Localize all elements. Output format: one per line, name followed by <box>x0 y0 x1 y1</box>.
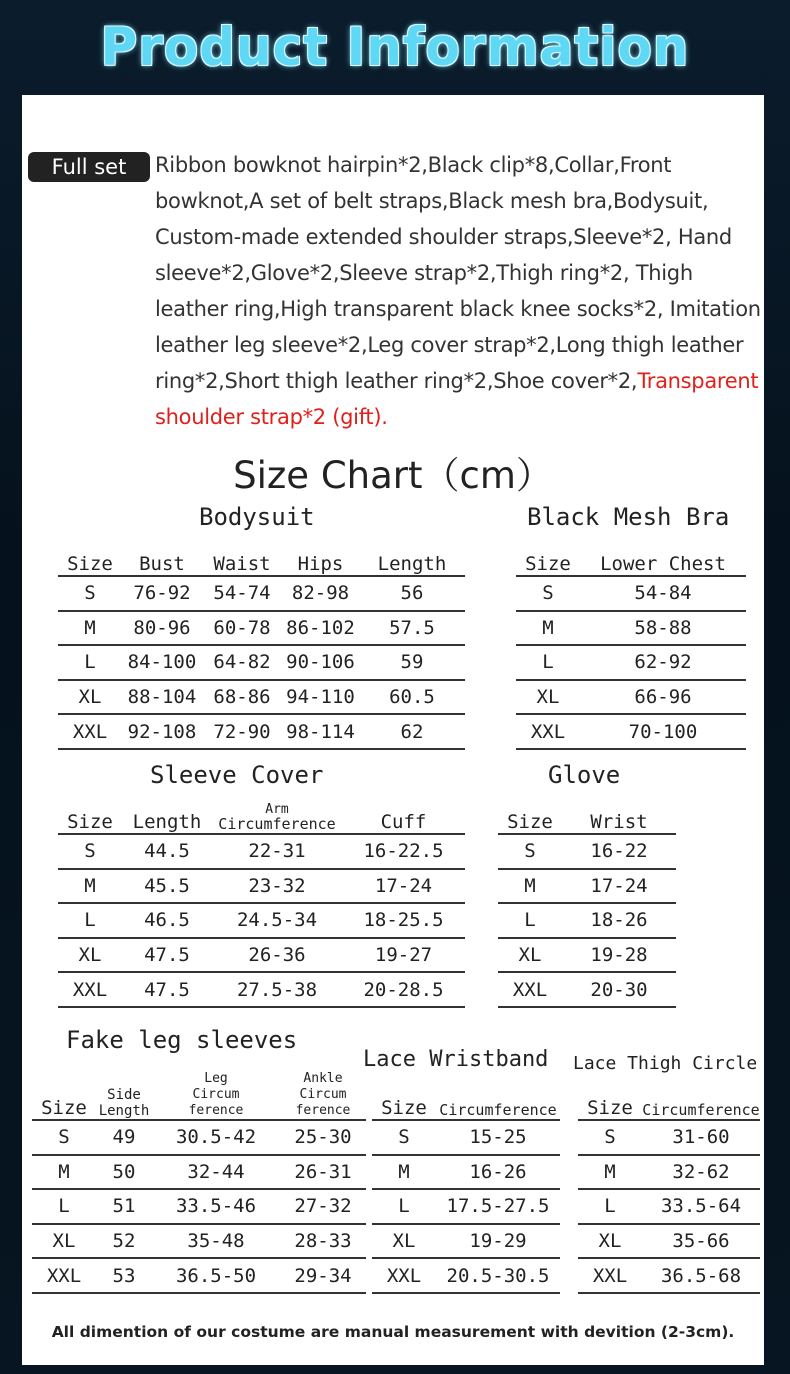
header-line: ference <box>188 1103 244 1118</box>
measurement-cell: 51 <box>96 1189 152 1224</box>
column-header: Bust <box>122 545 202 576</box>
table-row <box>372 1120 560 1155</box>
header-line: Circum <box>192 1087 240 1102</box>
measurement-cell: 88-104 <box>122 680 202 715</box>
glove-title: Glove <box>548 761 621 789</box>
header-line: Circumference <box>218 815 336 833</box>
table-row <box>516 576 746 611</box>
bodysuit-title: Bodysuit <box>199 503 315 531</box>
lace-wristband-table <box>372 1088 560 1294</box>
table-row <box>58 680 465 715</box>
size-cell: XXL <box>578 1258 642 1293</box>
measurement-cell: 31-60 <box>642 1120 760 1155</box>
table-row <box>58 869 465 904</box>
size-cell: M <box>516 611 580 646</box>
size-cell: XL <box>32 1224 96 1259</box>
table-header-row <box>578 1088 760 1120</box>
measurement-cell: 19-27 <box>342 938 465 973</box>
size-cell: M <box>58 869 122 904</box>
measurement-cell: 47.5 <box>122 938 212 973</box>
measurement-cell: 32-44 <box>152 1155 280 1190</box>
size-cell: XL <box>58 680 122 715</box>
size-cell: XXL <box>58 714 122 749</box>
column-header: Size <box>372 1088 436 1120</box>
size-cell: M <box>58 611 122 646</box>
table-row <box>516 611 746 646</box>
table-row <box>32 1224 366 1259</box>
leg-sleeves-table <box>32 1067 366 1294</box>
table-row <box>32 1155 366 1190</box>
measurement-cell: 76-92 <box>122 576 202 611</box>
size-cell: S <box>578 1120 642 1155</box>
column-header: Waist <box>202 545 282 576</box>
table-row <box>498 938 676 973</box>
column-header: Circumference <box>436 1088 560 1120</box>
table-row <box>58 972 465 1007</box>
measurement-cell: 17-24 <box>342 869 465 904</box>
measurement-cell: 50 <box>96 1155 152 1190</box>
measurement-cell: 68-86 <box>202 680 282 715</box>
size-cell: S <box>516 576 580 611</box>
table-row <box>516 714 746 749</box>
table-row <box>372 1155 560 1190</box>
measurement-cell: 62-92 <box>580 645 746 680</box>
table-row <box>58 645 465 680</box>
measurement-cell: 35-66 <box>642 1224 760 1259</box>
table-header-row <box>516 545 746 576</box>
measurement-cell: 64-82 <box>202 645 282 680</box>
measurement-cell: 33.5-64 <box>642 1189 760 1224</box>
table-row <box>498 834 676 869</box>
leg-sleeves-title: Fake leg sleeves <box>66 1026 298 1054</box>
size-cell: XL <box>516 680 580 715</box>
table-row <box>32 1189 366 1224</box>
column-header: Lower Chest <box>580 545 746 576</box>
table-header-row <box>372 1088 560 1120</box>
column-header: Size <box>498 795 562 834</box>
measurement-cell: 16-26 <box>436 1155 560 1190</box>
size-cell: M <box>372 1155 436 1190</box>
table-row <box>498 869 676 904</box>
column-header <box>280 1067 366 1120</box>
measurement-cell: 20.5-30.5 <box>436 1258 560 1293</box>
size-cell: XL <box>58 938 122 973</box>
table-row <box>372 1224 560 1259</box>
table-row <box>58 834 465 869</box>
table-header-row <box>58 795 465 834</box>
size-cell: M <box>578 1155 642 1190</box>
measurement-cell: 28-33 <box>280 1224 366 1259</box>
measurement-cell: 25-30 <box>280 1120 366 1155</box>
size-cell: S <box>498 834 562 869</box>
measurement-cell: 56 <box>359 576 465 611</box>
measurement-cell: 15-25 <box>436 1120 560 1155</box>
measurement-cell: 18-25.5 <box>342 903 465 938</box>
gift-note: Transparent shoulder strap*2 (gift). <box>155 369 759 429</box>
table-header-row <box>32 1067 366 1120</box>
measurement-cell: 53 <box>96 1258 152 1293</box>
measurement-cell: 52 <box>96 1224 152 1259</box>
measurement-cell: 19-29 <box>436 1224 560 1259</box>
table-header-row <box>58 545 465 576</box>
header-line: Side <box>107 1087 141 1103</box>
measurement-cell: 23-32 <box>212 869 342 904</box>
measurement-cell: 92-108 <box>122 714 202 749</box>
table-row <box>32 1120 366 1155</box>
header-line: Ankle <box>303 1071 343 1086</box>
column-header: Size <box>516 545 580 576</box>
full-set-badge: Full set <box>28 152 150 182</box>
size-cell: XL <box>372 1224 436 1259</box>
measurement-cell: 98-114 <box>282 714 359 749</box>
measurement-cell: 80-96 <box>122 611 202 646</box>
measurement-cell: 22-31 <box>212 834 342 869</box>
measurement-cell: 26-31 <box>280 1155 366 1190</box>
header-line: ference <box>295 1103 351 1118</box>
column-header: Size <box>578 1088 642 1120</box>
measurement-cell: 90-106 <box>282 645 359 680</box>
lace-thigh-circle-table <box>578 1088 760 1294</box>
measurement-cell: 82-98 <box>282 576 359 611</box>
measurement-cell: 24.5-34 <box>212 903 342 938</box>
size-cell: L <box>498 903 562 938</box>
size-cell: M <box>498 869 562 904</box>
sleeve-cover-table <box>58 795 465 1008</box>
measurement-cell: 16-22 <box>562 834 676 869</box>
content-panel <box>22 95 764 1365</box>
header-line: Circum <box>299 1087 347 1102</box>
column-header: Wrist <box>562 795 676 834</box>
measurement-cell: 36.5-50 <box>152 1258 280 1293</box>
measurement-cell: 32-62 <box>642 1155 760 1190</box>
measurement-cell: 20-28.5 <box>342 972 465 1007</box>
size-cell: S <box>58 576 122 611</box>
size-cell: XXL <box>32 1258 96 1293</box>
measurement-cell: 60.5 <box>359 680 465 715</box>
table-row <box>58 611 465 646</box>
size-cell: S <box>58 834 122 869</box>
measurement-cell: 94-110 <box>282 680 359 715</box>
measurement-cell: 26-36 <box>212 938 342 973</box>
table-row <box>578 1258 760 1293</box>
column-header: Circumference <box>642 1088 760 1120</box>
table-row <box>372 1189 560 1224</box>
lace-wristband-title: Lace Wristband <box>363 1047 549 1072</box>
measurement-cell: 16-22.5 <box>342 834 465 869</box>
table-row <box>498 972 676 1007</box>
table-row <box>498 903 676 938</box>
measurement-cell: 30.5-42 <box>152 1120 280 1155</box>
measurement-cell: 17-24 <box>562 869 676 904</box>
measurement-cell: 49 <box>96 1120 152 1155</box>
measurement-cell: 70-100 <box>580 714 746 749</box>
lace-thigh-circle-title: Lace Thigh Circle <box>573 1053 758 1074</box>
banner-title: Product Information <box>100 16 690 78</box>
column-header: Length <box>122 795 212 834</box>
table-row <box>58 576 465 611</box>
column-header: Size <box>32 1067 96 1120</box>
column-header: Length <box>359 545 465 576</box>
measurement-cell: 19-28 <box>562 938 676 973</box>
table-row <box>516 645 746 680</box>
full-set-description <box>155 147 765 435</box>
measurement-cell: 45.5 <box>122 869 212 904</box>
bra-title: Black Mesh Bra <box>527 503 730 531</box>
size-cell: S <box>372 1120 436 1155</box>
measurement-cell: 18-26 <box>562 903 676 938</box>
size-cell: XXL <box>58 972 122 1007</box>
measurement-cell: 86-102 <box>282 611 359 646</box>
measurement-cell: 33.5-46 <box>152 1189 280 1224</box>
table-row <box>58 903 465 938</box>
size-cell: L <box>516 645 580 680</box>
column-header: Hips <box>282 545 359 576</box>
measurement-cell: 47.5 <box>122 972 212 1007</box>
measurement-cell: 17.5-27.5 <box>436 1189 560 1224</box>
measurement-cell: 66-96 <box>580 680 746 715</box>
size-cell: XXL <box>516 714 580 749</box>
column-header <box>152 1067 280 1120</box>
bodysuit-table <box>58 545 465 750</box>
table-header-row <box>498 795 676 834</box>
size-cell: XXL <box>372 1258 436 1293</box>
glove-table <box>498 795 676 1008</box>
measurement-cell: 46.5 <box>122 903 212 938</box>
size-cell: L <box>58 645 122 680</box>
measurement-cell: 35-48 <box>152 1224 280 1259</box>
size-cell: S <box>32 1120 96 1155</box>
column-header: Size <box>58 795 122 834</box>
table-row <box>516 680 746 715</box>
measurement-cell: 60-78 <box>202 611 282 646</box>
measurement-cell: 57.5 <box>359 611 465 646</box>
measurement-cell: 59 <box>359 645 465 680</box>
table-row <box>578 1224 760 1259</box>
full-set-items: Ribbon bowknot hairpin*2,Black clip*8,Collar,Front bowknot,A set of belt straps,Black mesh bra,Bodysuit, Custom-made extended shoulder straps,Sleeve*2, Hand sleeve*2,Glove*2,Sleeve strap*2,Thigh ring*2, Thigh leather ring,High transparent black knee socks*2, Imitation leather leg sleeve*2,Leg cover strap*2,Long thigh leather ring*2,Short thigh leather ring*2,Shoe cover*2, <box>155 153 761 393</box>
measurement-cell: 54-74 <box>202 576 282 611</box>
column-header: Cuff <box>342 795 465 834</box>
table-row <box>578 1120 760 1155</box>
column-header <box>212 795 342 834</box>
header-line: Leg <box>204 1071 228 1086</box>
size-cell: M <box>32 1155 96 1190</box>
size-cell: XL <box>498 938 562 973</box>
size-cell: XXL <box>498 972 562 1007</box>
table-row <box>32 1258 366 1293</box>
table-row <box>58 938 465 973</box>
table-row <box>578 1189 760 1224</box>
measurement-cell: 29-34 <box>280 1258 366 1293</box>
size-chart-title: Size Chart（cm） <box>233 454 553 497</box>
sleeve-cover-title: Sleeve Cover <box>150 761 324 789</box>
column-header: Size <box>58 545 122 576</box>
size-cell: XL <box>578 1224 642 1259</box>
measurement-cell: 20-30 <box>562 972 676 1007</box>
measurement-cell: 72-90 <box>202 714 282 749</box>
size-cell: L <box>578 1189 642 1224</box>
measurement-cell: 84-100 <box>122 645 202 680</box>
bra-table <box>516 545 746 750</box>
table-row <box>578 1155 760 1190</box>
size-cell: L <box>32 1189 96 1224</box>
table-row <box>58 714 465 749</box>
measurement-cell: 62 <box>359 714 465 749</box>
measurement-cell: 44.5 <box>122 834 212 869</box>
header-banner <box>0 0 790 94</box>
measurement-cell: 27.5-38 <box>212 972 342 1007</box>
size-cell: L <box>372 1189 436 1224</box>
table-row <box>372 1258 560 1293</box>
header-line: Arm <box>265 802 289 817</box>
measurement-cell: 27-32 <box>280 1189 366 1224</box>
measurement-note: All dimention of our costume are manual measurement with devition (2-3cm). <box>51 1323 735 1341</box>
column-header <box>96 1067 152 1120</box>
measurement-cell: 58-88 <box>580 611 746 646</box>
size-cell: L <box>58 903 122 938</box>
measurement-cell: 54-84 <box>580 576 746 611</box>
header-line: Length <box>98 1103 150 1119</box>
measurement-cell: 36.5-68 <box>642 1258 760 1293</box>
